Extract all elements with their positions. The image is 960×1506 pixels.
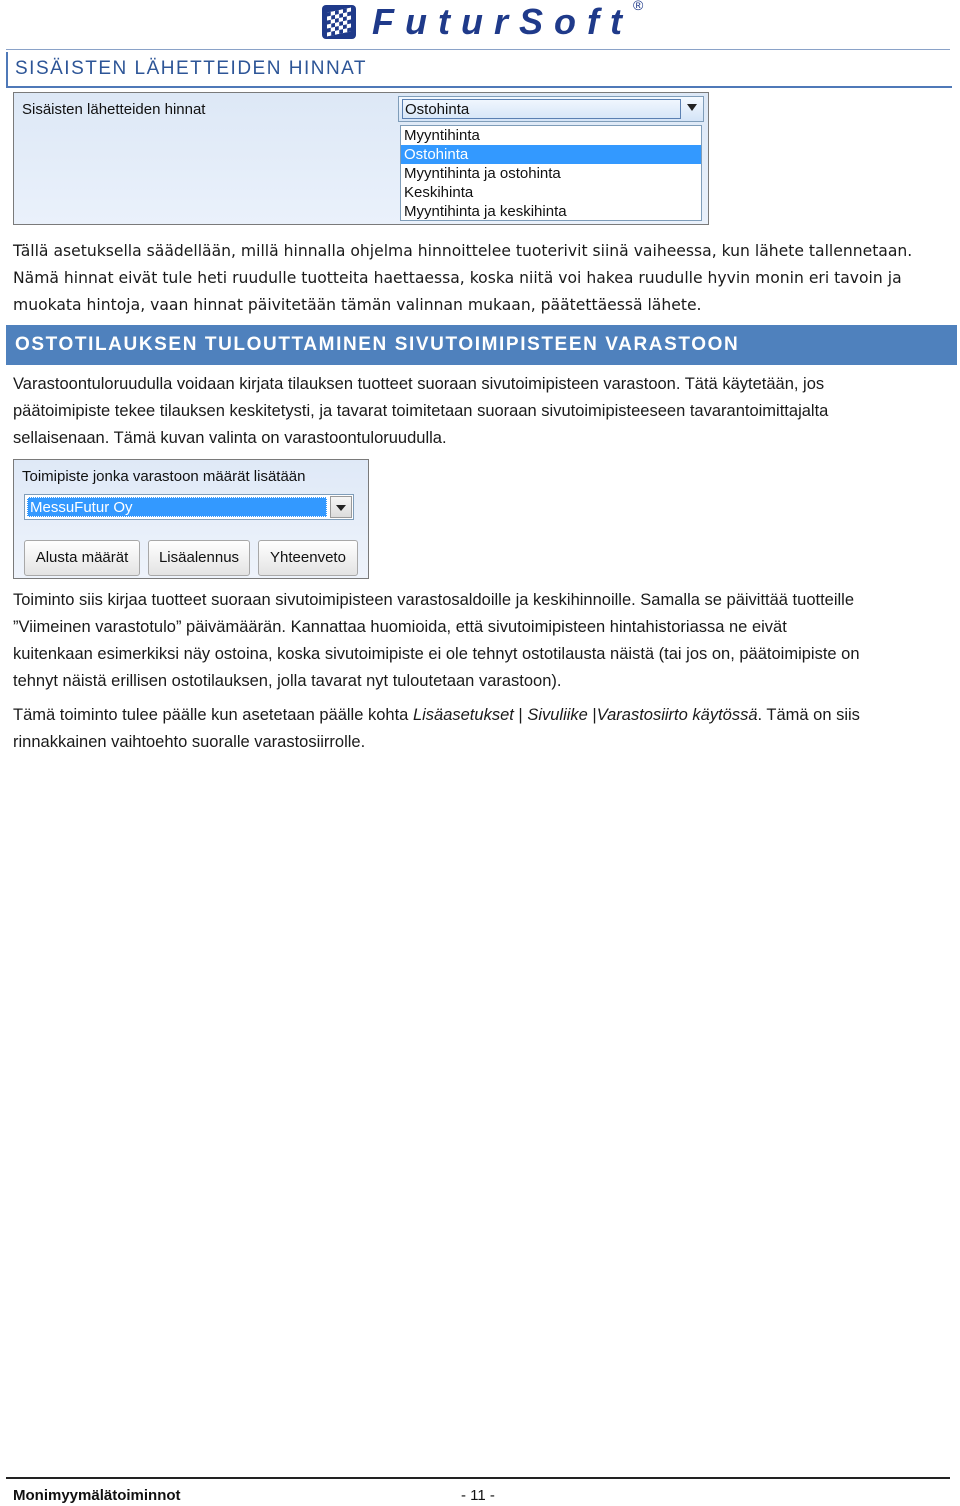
setting-path-part: Sivuliike [527,706,588,724]
checkered-flag-icon [322,5,356,39]
screenshot-branch-warehouse [13,459,369,579]
screenshot-internal-prices [13,92,709,225]
price-type-options-list [400,125,702,221]
page-number: - 11 - [461,1487,495,1504]
option-keskihinta[interactable]: Keskihinta [404,184,474,201]
price-type-dropdown[interactable] [398,96,704,122]
chevron-down-icon[interactable] [687,104,697,111]
paragraph-receipt-intro [13,371,948,452]
header-divider [6,49,950,50]
branch-label: Toimipiste jonka varastoon määrät lisätään [22,468,306,485]
paragraph-line: Tällä asetuksella säädellään, millä hinnalla ohjelma hinnoittelee tuoterivit siinä vaiheessa, kun lähete tallennetaan. [13,242,913,260]
option-myyntihinta[interactable]: Myyntihinta [404,127,480,144]
paragraph-receipt-details [13,587,948,695]
paragraph-line: Toiminto siis kirjaa tuotteet suoraan sivutoimipisteen varastosaldoille ja keskihinnoille. Samalla se päivittää tuotteille [13,591,855,609]
section-title: OSTOTILAUKSEN TULOUTTAMINEN SIVUTOIMIPISTEEN VARASTOON [15,334,740,355]
paragraph-line: ”Viimeinen varastotulo” päivämäärän. Kannattaa huomioida, että sivutoimipisteen hintahistoriassa ne eivät [13,618,787,636]
setting-label: Sisäisten lähetteiden hinnat [22,101,206,118]
dropdown-selected-value: MessuFutur Oy [27,497,327,517]
option-myyntihinta-ja-ostohinta[interactable]: Myyntihinta ja ostohinta [404,165,561,182]
futursoft-logo [322,2,643,42]
paragraph-line: rinnakkainen vaihtoehto suoralle varastosiirrolle. [13,733,366,751]
setting-path-part: Varastosiirto käytössä [596,706,758,724]
option-ostohinta[interactable]: Ostohinta [401,145,701,164]
branch-dropdown[interactable] [24,494,354,520]
paragraph-setting-path [13,702,948,756]
paragraph-line: kuitenkaan esimerkiksi näy ostoina, koska sivutoimipiste ei ole tehnyt ostotilausta näistä (tai jos on, päätoimipiste on [13,645,860,663]
paragraph-line: Varastoontuloruudulla voidaan kirjata tilauksen tuotteet suoraan sivutoimipisteen varastoon. Tätä käytetään, jos [13,375,825,393]
summary-button[interactable]: Yhteenveto [258,540,358,576]
section-heading-internal-prices [6,52,952,88]
section-heading-purchase-order-receipt [4,325,957,365]
reset-quantities-button[interactable]: Alusta määrät [24,540,140,576]
paragraph-internal-prices [13,238,948,319]
paragraph-line: Nämä hinnat eivät tule heti ruudulle tuotteita haettaessa, koska niitä voi hakea ruudulle hyvin monin eri tavoin ja [13,269,902,287]
option-myyntihinta-ja-keskihinta[interactable]: Myyntihinta ja keskihinta [404,203,567,220]
setting-path-part: Lisäasetukset [412,706,514,724]
brand-name: FuturSoft® [372,0,644,42]
paragraph-line: sellaisenaan. Tämä kuvan valinta on varastoontuloruudulla. [13,429,447,447]
dropdown-selected-value: Ostohinta [405,101,470,118]
footer-divider [6,1477,950,1479]
paragraph-line: päätoimipiste tekee tilauksen keskitetysti, ja tavarat toimitetaan suoraan sivutoimipisteeseen tavarantoimittajalta [13,402,829,420]
paragraph-line: muokata hintoja, vaan hinnat päivitetään tämän valinnan mukaan, päätettäessä lähete. [13,296,702,314]
chevron-down-icon[interactable] [330,496,352,518]
extra-discount-button[interactable]: Lisäalennus [148,540,250,576]
footer-title: Monimyymälätoiminnot [13,1487,181,1504]
paragraph-line: Tämä toiminto tulee päälle kun asetetaan päälle kohta Lisäasetukset | Sivuliike |Varastosiirto käytössä. Tämä on siis [13,706,860,724]
section-title: SISÄISTEN LÄHETTEIDEN HINNAT [15,58,368,79]
paragraph-line: tehnyt näistä erillisen ostotilauksen, jolla tavarat nyt tuloutetaan varastoon). [13,672,562,690]
